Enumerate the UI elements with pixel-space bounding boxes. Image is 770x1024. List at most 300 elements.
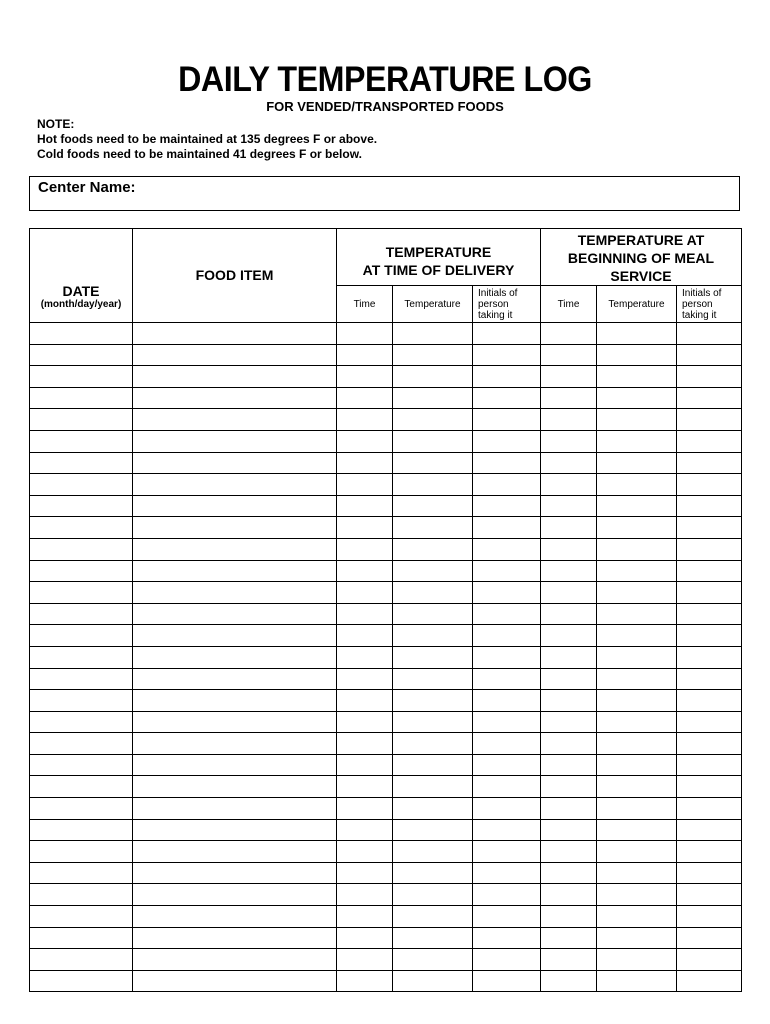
- meal-initials-cell[interactable]: [677, 862, 742, 884]
- meal-initials-cell[interactable]: [677, 344, 742, 366]
- food-item-cell[interactable]: [133, 754, 337, 776]
- meal-temperature-cell[interactable]: [597, 366, 677, 388]
- delivery-time-cell[interactable]: [337, 690, 393, 712]
- meal-temperature-cell[interactable]: [597, 409, 677, 431]
- date-cell[interactable]: [30, 949, 133, 971]
- table-row: [30, 323, 742, 345]
- delivery-time-cell[interactable]: [337, 538, 393, 560]
- delivery-initials-line3: taking it: [478, 309, 513, 321]
- delivery-time-cell[interactable]: [337, 344, 393, 366]
- meal-initials-cell[interactable]: [677, 927, 742, 949]
- delivery-initials-cell[interactable]: [473, 884, 541, 906]
- food-item-cell[interactable]: [133, 582, 337, 604]
- delivery-initials-cell[interactable]: [473, 798, 541, 820]
- delivery-time-cell[interactable]: [337, 323, 393, 345]
- delivery-time-cell[interactable]: [337, 711, 393, 733]
- date-cell[interactable]: [30, 474, 133, 496]
- delivery-initials-cell[interactable]: [473, 430, 541, 452]
- delivery-initials-cell[interactable]: [473, 387, 541, 409]
- meal-temperature-cell[interactable]: [597, 323, 677, 345]
- table-row: [30, 646, 742, 668]
- date-cell[interactable]: [30, 754, 133, 776]
- table-row: [30, 884, 742, 906]
- food-item-cell[interactable]: [133, 323, 337, 345]
- delivery-time-cell[interactable]: [337, 754, 393, 776]
- meal-time-cell[interactable]: [541, 690, 597, 712]
- table-row: [30, 776, 742, 798]
- food-item-cell[interactable]: [133, 798, 337, 820]
- meal-time-cell[interactable]: [541, 344, 597, 366]
- delivery-time-cell[interactable]: [337, 949, 393, 971]
- meal-time-cell[interactable]: [541, 517, 597, 539]
- meal-group-header: [541, 229, 742, 286]
- meal-temperature-cell[interactable]: [597, 819, 677, 841]
- meal-temperature-cell[interactable]: [597, 733, 677, 755]
- temperature-log-table: [29, 228, 742, 992]
- food-item-cell[interactable]: [133, 884, 337, 906]
- meal-initials-cell[interactable]: [677, 906, 742, 928]
- meal-temperature-cell[interactable]: [597, 906, 677, 928]
- delivery-temperature-cell[interactable]: [393, 625, 473, 647]
- meal-time-cell[interactable]: [541, 538, 597, 560]
- table-row: [30, 754, 742, 776]
- date-cell[interactable]: [30, 819, 133, 841]
- food-item-header: [133, 229, 337, 323]
- date-header: [30, 229, 133, 323]
- date-cell[interactable]: [30, 387, 133, 409]
- food-item-header-label: FOOD ITEM: [195, 266, 274, 283]
- meal-initials-cell[interactable]: [677, 474, 742, 496]
- delivery-temperature-cell[interactable]: [393, 754, 473, 776]
- delivery-initials-cell[interactable]: [473, 970, 541, 992]
- table-row: [30, 517, 742, 539]
- table-row: [30, 841, 742, 863]
- meal-time-cell[interactable]: [541, 754, 597, 776]
- meal-temperature-cell[interactable]: [597, 387, 677, 409]
- food-item-cell[interactable]: [133, 560, 337, 582]
- meal-temperature-cell[interactable]: [597, 776, 677, 798]
- delivery-time-cell[interactable]: [337, 495, 393, 517]
- delivery-temperature-cell[interactable]: [393, 538, 473, 560]
- delivery-initials-cell[interactable]: [473, 819, 541, 841]
- delivery-initials-cell[interactable]: [473, 603, 541, 625]
- delivery-time-cell[interactable]: [337, 776, 393, 798]
- note-hot-foods: Hot foods need to be maintained at 135 degrees F or above.: [37, 132, 378, 146]
- meal-header-line1: TEMPERATURE AT: [577, 232, 705, 248]
- table-row: [30, 690, 742, 712]
- delivery-temperature-cell[interactable]: [393, 560, 473, 582]
- table-row: [30, 474, 742, 496]
- delivery-time-cell[interactable]: [337, 798, 393, 820]
- date-cell[interactable]: [30, 430, 133, 452]
- date-cell[interactable]: [30, 970, 133, 992]
- date-cell[interactable]: [30, 323, 133, 345]
- date-cell[interactable]: [30, 906, 133, 928]
- meal-time-cell[interactable]: [541, 841, 597, 863]
- date-cell[interactable]: [30, 862, 133, 884]
- meal-initials-cell[interactable]: [677, 409, 742, 431]
- delivery-temperature-cell[interactable]: [393, 387, 473, 409]
- delivery-temperature-cell[interactable]: [393, 711, 473, 733]
- delivery-temperature-cell[interactable]: [393, 344, 473, 366]
- delivery-temperature-cell[interactable]: [393, 517, 473, 539]
- delivery-temperature-cell[interactable]: [393, 906, 473, 928]
- page-title: DAILY TEMPERATURE LOG: [178, 60, 592, 99]
- table-row: [30, 495, 742, 517]
- meal-time-cell[interactable]: [541, 862, 597, 884]
- meal-temperature-cell[interactable]: [597, 582, 677, 604]
- food-item-cell[interactable]: [133, 625, 337, 647]
- delivery-initials-cell[interactable]: [473, 474, 541, 496]
- food-item-cell[interactable]: [133, 819, 337, 841]
- meal-time-cell[interactable]: [541, 474, 597, 496]
- meal-time-cell[interactable]: [541, 603, 597, 625]
- delivery-initials-cell[interactable]: [473, 344, 541, 366]
- table-row: [30, 970, 742, 992]
- delivery-initials-cell[interactable]: [473, 582, 541, 604]
- delivery-time-cell[interactable]: [337, 841, 393, 863]
- delivery-initials-cell[interactable]: [473, 711, 541, 733]
- meal-temperature-cell[interactable]: [597, 798, 677, 820]
- meal-temperature-cell[interactable]: [597, 949, 677, 971]
- delivery-temperature-cell[interactable]: [393, 582, 473, 604]
- meal-temperature-cell[interactable]: [597, 927, 677, 949]
- log-rows: [30, 323, 742, 992]
- food-item-cell[interactable]: [133, 841, 337, 863]
- delivery-initials-header: [473, 286, 541, 323]
- meal-time-cell[interactable]: [541, 819, 597, 841]
- table-row: [30, 949, 742, 971]
- meal-temperature-cell[interactable]: [597, 841, 677, 863]
- delivery-time-cell[interactable]: [337, 603, 393, 625]
- date-cell[interactable]: [30, 646, 133, 668]
- page-subtitle: FOR VENDED/TRANSPORTED FOODS: [266, 99, 504, 114]
- delivery-time-header: Time: [337, 286, 393, 323]
- meal-initials-cell[interactable]: [677, 711, 742, 733]
- meal-time-cell[interactable]: [541, 646, 597, 668]
- delivery-initials-cell[interactable]: [473, 625, 541, 647]
- delivery-temperature-cell[interactable]: [393, 970, 473, 992]
- date-cell[interactable]: [30, 538, 133, 560]
- date-cell[interactable]: [30, 884, 133, 906]
- delivery-time-cell[interactable]: [337, 387, 393, 409]
- date-header-label: DATE: [62, 283, 100, 299]
- table-row: [30, 862, 742, 884]
- delivery-initials-cell[interactable]: [473, 668, 541, 690]
- delivery-group-header: [337, 229, 541, 286]
- meal-initials-cell[interactable]: [677, 538, 742, 560]
- delivery-initials-cell[interactable]: [473, 646, 541, 668]
- meal-time-cell[interactable]: [541, 625, 597, 647]
- meal-time-cell[interactable]: [541, 387, 597, 409]
- delivery-initials-cell[interactable]: [473, 906, 541, 928]
- meal-initials-cell[interactable]: [677, 646, 742, 668]
- delivery-temperature-cell[interactable]: [393, 776, 473, 798]
- delivery-temperature-cell[interactable]: [393, 474, 473, 496]
- note-cold-foods: Cold foods need to be maintained 41 degrees F or below.: [37, 147, 362, 161]
- meal-temperature-cell[interactable]: [597, 668, 677, 690]
- delivery-time-cell[interactable]: [337, 517, 393, 539]
- meal-temperature-cell[interactable]: [597, 344, 677, 366]
- food-item-cell[interactable]: [133, 711, 337, 733]
- meal-initials-cell[interactable]: [677, 841, 742, 863]
- meal-temperature-cell[interactable]: [597, 884, 677, 906]
- meal-temperature-cell[interactable]: [597, 474, 677, 496]
- meal-temperature-cell[interactable]: [597, 862, 677, 884]
- delivery-initials-line1: Initials of: [478, 287, 518, 299]
- delivery-temperature-cell[interactable]: [393, 819, 473, 841]
- delivery-time-cell[interactable]: [337, 970, 393, 992]
- food-item-cell[interactable]: [133, 949, 337, 971]
- date-cell[interactable]: [30, 776, 133, 798]
- note-label: NOTE:: [37, 117, 75, 131]
- meal-initials-cell[interactable]: [677, 776, 742, 798]
- date-cell[interactable]: [30, 517, 133, 539]
- delivery-temperature-cell[interactable]: [393, 733, 473, 755]
- meal-initials-cell[interactable]: [677, 625, 742, 647]
- table-row: [30, 711, 742, 733]
- delivery-initials-cell[interactable]: [473, 776, 541, 798]
- meal-time-cell[interactable]: [541, 776, 597, 798]
- date-cell[interactable]: [30, 625, 133, 647]
- table-row: [30, 430, 742, 452]
- meal-temperature-cell[interactable]: [597, 538, 677, 560]
- meal-time-cell[interactable]: [541, 711, 597, 733]
- food-item-cell[interactable]: [133, 344, 337, 366]
- food-item-cell[interactable]: [133, 970, 337, 992]
- delivery-temperature-cell[interactable]: [393, 603, 473, 625]
- meal-temperature-cell[interactable]: [597, 970, 677, 992]
- delivery-time-cell[interactable]: [337, 582, 393, 604]
- meal-initials-cell[interactable]: [677, 387, 742, 409]
- food-item-cell[interactable]: [133, 387, 337, 409]
- meal-temperature-cell[interactable]: [597, 495, 677, 517]
- delivery-initials-cell[interactable]: [473, 409, 541, 431]
- delivery-temperature-cell[interactable]: [393, 690, 473, 712]
- food-item-cell[interactable]: [133, 862, 337, 884]
- delivery-temperature-cell[interactable]: [393, 495, 473, 517]
- delivery-temperature-cell[interactable]: [393, 452, 473, 474]
- meal-temperature-header: Temperature: [597, 286, 677, 323]
- meal-temperature-cell[interactable]: [597, 430, 677, 452]
- meal-time-cell[interactable]: [541, 366, 597, 388]
- food-item-cell[interactable]: [133, 690, 337, 712]
- table-row: [30, 387, 742, 409]
- delivery-time-cell[interactable]: [337, 927, 393, 949]
- meal-time-cell[interactable]: [541, 430, 597, 452]
- table-row: [30, 560, 742, 582]
- delivery-initials-cell[interactable]: [473, 366, 541, 388]
- food-item-cell[interactable]: [133, 409, 337, 431]
- delivery-time-cell[interactable]: [337, 906, 393, 928]
- delivery-time-cell[interactable]: [337, 668, 393, 690]
- meal-initials-cell[interactable]: [677, 754, 742, 776]
- food-item-cell[interactable]: [133, 906, 337, 928]
- meal-initials-cell[interactable]: [677, 603, 742, 625]
- delivery-initials-cell[interactable]: [473, 517, 541, 539]
- meal-initials-cell[interactable]: [677, 452, 742, 474]
- delivery-time-cell[interactable]: [337, 733, 393, 755]
- meal-time-cell[interactable]: [541, 409, 597, 431]
- meal-temperature-cell[interactable]: [597, 517, 677, 539]
- date-cell[interactable]: [30, 798, 133, 820]
- delivery-initials-cell[interactable]: [473, 452, 541, 474]
- table-row: [30, 582, 742, 604]
- delivery-temperature-cell[interactable]: [393, 862, 473, 884]
- food-item-cell[interactable]: [133, 776, 337, 798]
- meal-initials-cell[interactable]: [677, 366, 742, 388]
- delivery-temperature-header: Temperature: [393, 286, 473, 323]
- meal-time-cell[interactable]: [541, 495, 597, 517]
- delivery-initials-cell[interactable]: [473, 754, 541, 776]
- table-row: [30, 798, 742, 820]
- meal-initials-cell[interactable]: [677, 690, 742, 712]
- delivery-header-line1: TEMPERATURE: [385, 244, 492, 260]
- meal-initials-cell[interactable]: [677, 582, 742, 604]
- food-item-cell[interactable]: [133, 538, 337, 560]
- date-cell[interactable]: [30, 452, 133, 474]
- food-item-cell[interactable]: [133, 452, 337, 474]
- delivery-initials-cell[interactable]: [473, 560, 541, 582]
- delivery-initials-cell[interactable]: [473, 862, 541, 884]
- meal-initials-cell[interactable]: [677, 517, 742, 539]
- delivery-time-cell[interactable]: [337, 474, 393, 496]
- date-cell[interactable]: [30, 409, 133, 431]
- meal-time-cell[interactable]: [541, 970, 597, 992]
- delivery-time-cell[interactable]: [337, 366, 393, 388]
- delivery-initials-cell[interactable]: [473, 733, 541, 755]
- meal-initials-line1: Initials of: [682, 287, 722, 299]
- delivery-time-cell[interactable]: [337, 430, 393, 452]
- date-cell[interactable]: [30, 560, 133, 582]
- food-item-cell[interactable]: [133, 495, 337, 517]
- meal-temperature-cell[interactable]: [597, 603, 677, 625]
- delivery-initials-cell[interactable]: [473, 927, 541, 949]
- meal-initials-cell[interactable]: [677, 733, 742, 755]
- meal-header-line2: BEGINNING OF MEAL: [567, 250, 715, 266]
- delivery-temperature-cell[interactable]: [393, 323, 473, 345]
- delivery-initials-cell[interactable]: [473, 323, 541, 345]
- delivery-temperature-cell[interactable]: [393, 798, 473, 820]
- date-cell[interactable]: [30, 603, 133, 625]
- meal-initials-cell[interactable]: [677, 430, 742, 452]
- food-item-cell[interactable]: [133, 430, 337, 452]
- date-cell[interactable]: [30, 495, 133, 517]
- meal-time-cell[interactable]: [541, 733, 597, 755]
- delivery-time-cell[interactable]: [337, 862, 393, 884]
- meal-initials-line3: taking it: [682, 309, 717, 321]
- meal-initials-cell[interactable]: [677, 798, 742, 820]
- delivery-temperature-cell[interactable]: [393, 949, 473, 971]
- food-item-cell[interactable]: [133, 517, 337, 539]
- meal-initials-cell[interactable]: [677, 323, 742, 345]
- table-row: [30, 906, 742, 928]
- meal-time-cell[interactable]: [541, 452, 597, 474]
- delivery-time-cell[interactable]: [337, 625, 393, 647]
- meal-time-header: Time: [541, 286, 597, 323]
- delivery-initials-cell[interactable]: [473, 690, 541, 712]
- meal-time-cell[interactable]: [541, 949, 597, 971]
- meal-temperature-cell[interactable]: [597, 711, 677, 733]
- date-cell[interactable]: [30, 841, 133, 863]
- delivery-temperature-cell[interactable]: [393, 927, 473, 949]
- delivery-time-cell[interactable]: [337, 819, 393, 841]
- date-cell[interactable]: [30, 927, 133, 949]
- delivery-time-cell[interactable]: [337, 409, 393, 431]
- food-item-cell[interactable]: [133, 733, 337, 755]
- food-item-cell[interactable]: [133, 668, 337, 690]
- meal-initials-cell[interactable]: [677, 560, 742, 582]
- food-item-cell[interactable]: [133, 646, 337, 668]
- food-item-cell[interactable]: [133, 366, 337, 388]
- center-name-field[interactable]: [29, 176, 740, 211]
- food-item-cell[interactable]: [133, 927, 337, 949]
- date-cell[interactable]: [30, 344, 133, 366]
- date-cell[interactable]: [30, 690, 133, 712]
- delivery-temperature-cell[interactable]: [393, 668, 473, 690]
- meal-time-cell[interactable]: [541, 560, 597, 582]
- meal-time-cell[interactable]: [541, 906, 597, 928]
- delivery-temperature-cell[interactable]: [393, 366, 473, 388]
- delivery-header-line2: AT TIME OF DELIVERY: [362, 262, 515, 278]
- date-header-format: (month/day/year): [40, 299, 122, 310]
- note-block: [37, 117, 377, 162]
- meal-header-line3: SERVICE: [610, 268, 672, 284]
- delivery-temperature-cell[interactable]: [393, 430, 473, 452]
- delivery-time-cell[interactable]: [337, 560, 393, 582]
- meal-initials-cell[interactable]: [677, 668, 742, 690]
- meal-initials-cell[interactable]: [677, 495, 742, 517]
- date-cell[interactable]: [30, 366, 133, 388]
- delivery-initials-cell[interactable]: [473, 841, 541, 863]
- date-cell[interactable]: [30, 733, 133, 755]
- food-item-cell[interactable]: [133, 603, 337, 625]
- meal-initials-cell[interactable]: [677, 884, 742, 906]
- table-row: [30, 366, 742, 388]
- meal-time-cell[interactable]: [541, 798, 597, 820]
- delivery-temperature-cell[interactable]: [393, 841, 473, 863]
- date-cell[interactable]: [30, 711, 133, 733]
- meal-initials-cell[interactable]: [677, 949, 742, 971]
- delivery-initials-cell[interactable]: [473, 538, 541, 560]
- meal-temperature-cell[interactable]: [597, 452, 677, 474]
- meal-time-cell[interactable]: [541, 927, 597, 949]
- meal-time-cell[interactable]: [541, 668, 597, 690]
- meal-initials-cell[interactable]: [677, 819, 742, 841]
- meal-temperature-cell[interactable]: [597, 690, 677, 712]
- delivery-temperature-cell[interactable]: [393, 884, 473, 906]
- delivery-time-cell[interactable]: [337, 452, 393, 474]
- delivery-initials-cell[interactable]: [473, 495, 541, 517]
- meal-initials-cell[interactable]: [677, 970, 742, 992]
- food-item-cell[interactable]: [133, 474, 337, 496]
- date-cell[interactable]: [30, 582, 133, 604]
- meal-temperature-cell[interactable]: [597, 560, 677, 582]
- meal-time-cell[interactable]: [541, 323, 597, 345]
- meal-temperature-cell[interactable]: [597, 625, 677, 647]
- meal-time-cell[interactable]: [541, 582, 597, 604]
- meal-time-cell[interactable]: [541, 884, 597, 906]
- delivery-time-cell[interactable]: [337, 646, 393, 668]
- delivery-temperature-cell[interactable]: [393, 646, 473, 668]
- delivery-initials-cell[interactable]: [473, 949, 541, 971]
- meal-temperature-cell[interactable]: [597, 754, 677, 776]
- date-cell[interactable]: [30, 668, 133, 690]
- delivery-time-cell[interactable]: [337, 884, 393, 906]
- meal-initials-header: [677, 286, 742, 323]
- meal-temperature-cell[interactable]: [597, 646, 677, 668]
- delivery-temperature-cell[interactable]: [393, 409, 473, 431]
